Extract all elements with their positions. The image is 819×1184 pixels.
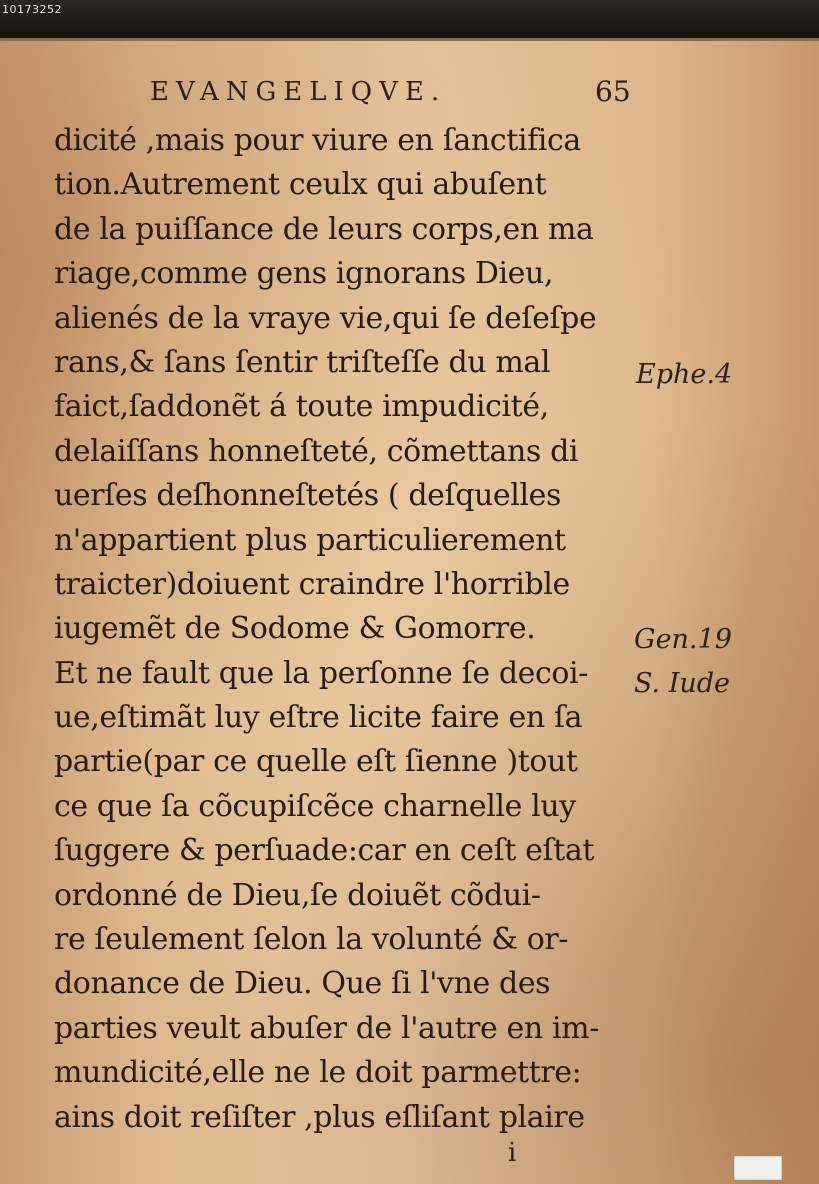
text-line: donance de Dieu. Que ſi l'vne des <box>54 966 551 1002</box>
text-line: partie(par ce quelle eſt ſienne )tout <box>54 744 578 780</box>
text-line: n'appartient plus particulierement <box>54 522 566 558</box>
margin-note-jude: S. Iude <box>634 668 731 699</box>
text-line: riage,comme gens ignorans Dieu, <box>54 256 554 292</box>
text-line: Et ne fault que la perſonne ſe decoi- <box>54 655 588 691</box>
running-head: EVANGELIQVE. <box>150 77 447 107</box>
text-line: delaiſſans honneſteté, cõmettans di <box>54 433 579 469</box>
text-line: parties veult abuſer de l'autre en im- <box>54 1010 599 1046</box>
text-line: iugemẽt de Sodome & Gomorre. <box>54 611 536 647</box>
text-line: uerſes deſhonneſtetés ( deſquelles <box>54 478 562 514</box>
text-line: ſuggere & perſuade:car en ceſt eſtat <box>54 833 595 869</box>
book-page <box>0 38 819 1184</box>
text-line: de la puiſſance de leurs corps,en ma <box>54 211 594 247</box>
page-number: 65 <box>595 75 631 108</box>
catchword: i <box>508 1138 517 1168</box>
text-line: ains doit reſiſter ,plus eſliſant plaire <box>54 1099 585 1135</box>
scan-id-label: 10173252 <box>2 3 62 16</box>
margin-note-ephesians: Ephe.4 <box>636 359 733 390</box>
text-line: tion.Autrement ceulx qui abuſent <box>54 167 547 203</box>
text-line: ue,eſtimãt luy eſtre licite faire en ſa <box>54 700 583 736</box>
text-line: ordonné de Dieu,ſe doiuẽt cõdui- <box>54 877 541 913</box>
scan-corner-mark <box>734 1156 782 1180</box>
body-text <box>54 119 634 1140</box>
margin-note-genesis: Gen.19 <box>634 624 732 655</box>
text-line: faict,ſaddonẽt á toute impudicité, <box>54 389 549 425</box>
scanner-top-band <box>0 0 819 38</box>
text-line: mundicité,elle ne le doit parmettre: <box>54 1055 582 1091</box>
text-line: traicter)doiuent craindre l'horrible <box>54 566 570 602</box>
text-line: re ſeulement ſelon la volunté & or- <box>54 922 569 958</box>
text-line: rans,& ſans ſentir triſteſſe du mal <box>54 344 551 380</box>
text-line: alienés de la vraye vie,qui ſe deſeſpe <box>54 300 597 336</box>
text-line: dicité ,mais pour viure en ſanctifica <box>54 123 581 158</box>
text-line: ce que ſa cõcupiſcẽce charnelle luy <box>54 788 576 824</box>
